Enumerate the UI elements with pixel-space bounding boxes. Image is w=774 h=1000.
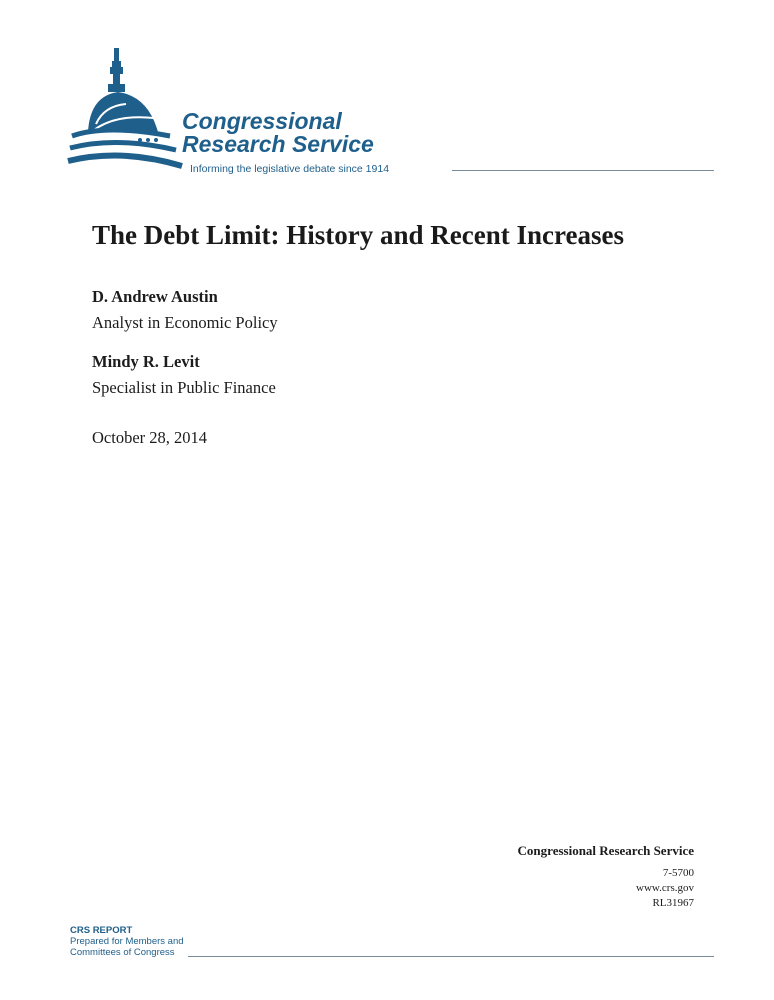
- report-title: The Debt Limit: History and Recent Increases: [92, 220, 624, 250]
- crs-info-block: [518, 842, 694, 911]
- crs-website: www.crs.gov: [636, 882, 694, 894]
- org-tagline: Informing the legislative debate since 1914: [190, 163, 390, 175]
- author-name: Mindy R. Levit: [92, 352, 200, 371]
- prepared-line2: Committees of Congress: [70, 947, 175, 958]
- author-name: D. Andrew Austin: [92, 287, 218, 306]
- prepared-line1: Prepared for Members and: [70, 936, 184, 947]
- org-name-line1: Congressional: [182, 108, 342, 134]
- author-role: Analyst in Economic Policy: [92, 313, 278, 332]
- crs-report-label: [70, 925, 184, 958]
- crs-number: 7-5700: [662, 867, 694, 879]
- author-role: Specialist in Public Finance: [92, 378, 276, 397]
- crs-org-name: Congressional Research Service: [517, 843, 694, 858]
- org-name-line2: Research Service: [182, 131, 374, 157]
- crs-report-id: RL31967: [652, 897, 694, 909]
- header-rule: [452, 170, 714, 171]
- report-date: October 28, 2014: [92, 428, 208, 447]
- org-name: [182, 110, 374, 156]
- footer-rule: [188, 956, 714, 957]
- report-kind: CRS REPORT: [70, 925, 133, 936]
